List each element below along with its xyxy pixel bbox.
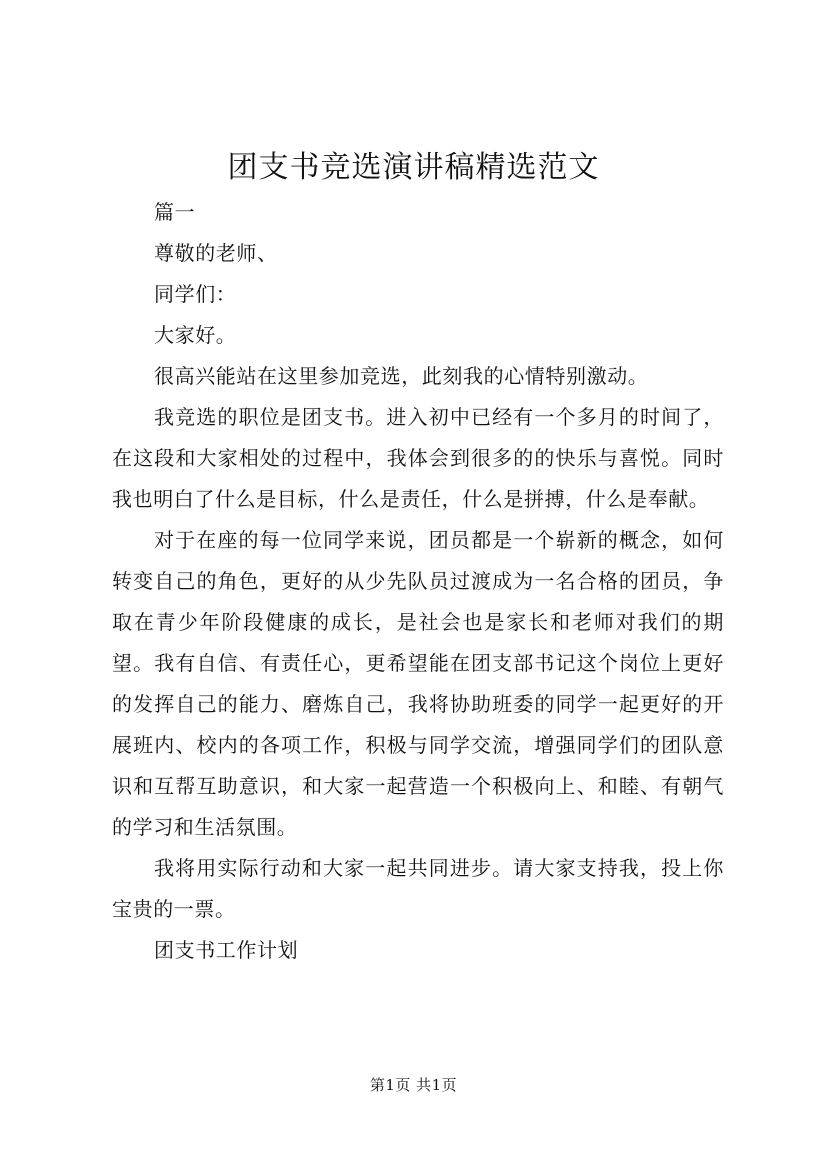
- document-title: 团支书竞选演讲稿精选范文: [227, 150, 600, 185]
- paragraph-greeting: 大家好。: [154, 323, 237, 347]
- page-footer: 第1页 共1页: [369, 1076, 458, 1094]
- paragraph-opening: 很高兴能站在这里参加竞选，此刻我的心情特别激动。: [154, 364, 649, 388]
- paragraph-closing: 我将用实际行动和大家一起共同进步。请大家支持我，投上你宝贵的一票。: [112, 856, 724, 921]
- paragraph-salutation-classmates: 同学们：: [154, 282, 237, 306]
- paragraph-salutation-teachers: 尊敬的老师、: [154, 241, 278, 265]
- paragraph-plan: 对于在座的每一位同学来说，团员都是一个崭新的概念，如何转变自己的角色，更好的从少先队员过渡成为一名合格的团员，争取在青少年阶段健康的成长，是社会也是家长和老师对我们的期望。我有自信、有责任心，更希望能在团支部书记这个岗位上更好的发挥自己的能力、磨炼自己，我将协助班委的同学一起更好的开展班内、校内的各项工作，积极与同学交流，增强同学们的团队意识和互帮互助意识，和大家一起营造一个积极向上、和睦、有朝气的学习和生活氛围。: [112, 528, 724, 839]
- document-body: [112, 192, 724, 971]
- paragraph-position: 我竞选的职位是团支书。进入初中已经有一个多月的时间了，在这段和大家相处的过程中，我体会到很多的的快乐与喜悦。同时我也明白了什么是目标，什么是责任，什么是拼搏，什么是奉献。: [112, 405, 724, 511]
- paragraph-section-heading: 篇一: [154, 200, 196, 224]
- paragraph-next-section: 团支书工作计划: [154, 938, 299, 962]
